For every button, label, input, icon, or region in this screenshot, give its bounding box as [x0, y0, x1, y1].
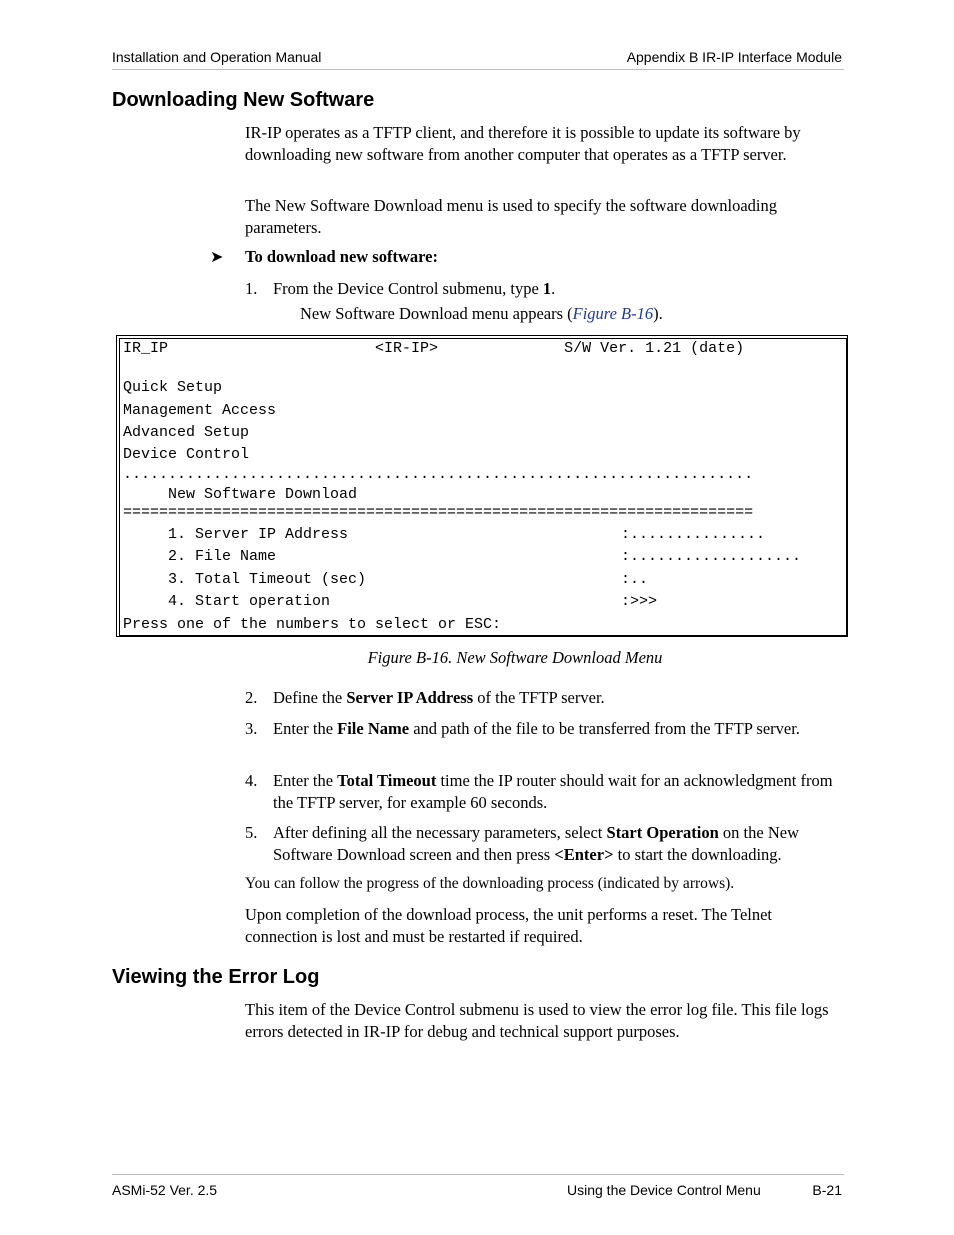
terminal-menu-device-control: Device Control	[123, 446, 250, 463]
terminal-value-file-name: :...................	[621, 548, 802, 565]
completion-paragraph: Upon completion of the download process, the unit performs a reset. The Telnet connection is lost and must be restarted if required.	[245, 905, 773, 946]
terminal-menu-quick-setup: Quick Setup	[123, 379, 223, 396]
progress-paragraph: You can follow the progress of the downloading process (indicated by arrows).	[245, 875, 735, 892]
terminal-header-line: IR_IP <IR-IP> S/W Ver. 1.21 (date)	[123, 340, 745, 357]
footer-left: ASMi-52 Ver. 2.5	[112, 1182, 218, 1198]
step-5-number: 5.	[245, 823, 258, 842]
terminal-menu-management-access: Management Access	[123, 402, 277, 419]
terminal-item-server-ip: 1. Server IP Address	[123, 526, 349, 543]
terminal-submenu-title: New Software Download	[123, 486, 358, 503]
intro-paragraph	[245, 122, 845, 165]
terminal-prompt: Press one of the numbers to select or ESC:	[123, 616, 502, 633]
menu-purpose-paragraph	[245, 195, 845, 238]
section-heading-downloading: Downloading New Software	[112, 89, 375, 111]
section-heading-error-log: Viewing the Error Log	[112, 966, 320, 988]
para-tftp-client: IR-IP operates as a TFTP client, and therefore it is possible to update its software by downloading new software from another computer that operates as a TFTP server.	[245, 123, 801, 164]
step-3-number: 3.	[245, 719, 258, 738]
terminal-item-start-operation: 4. Start operation	[123, 593, 331, 610]
step-5-text: After defining all the necessary parameters, select Start Operation on the New Software Download screen and then press <Enter> to start the downloading.	[273, 823, 799, 864]
running-header-right: Appendix B IR-IP Interface Module	[626, 49, 842, 65]
figure-caption: Figure B-16. New Software Download Menu	[367, 648, 663, 667]
error-log-paragraph: This item of the Device Control submenu is used to view the error log file. This file logs errors detected in IR-IP for debug and technical support purposes.	[245, 1000, 829, 1041]
running-header-left: Installation and Operation Manual	[112, 49, 322, 65]
footer-rule	[112, 1174, 844, 1175]
step-2-number: 2.	[245, 688, 258, 707]
terminal-item-total-timeout: 3. Total Timeout (sec)	[123, 571, 367, 588]
terminal-equals-separator: ======================================================================	[123, 504, 754, 521]
step-4-text: Enter the Total Timeout time the IP router should wait for an acknowledgment from the TFTP server, for example 60 seconds.	[273, 771, 833, 812]
para-menu-purpose: The New Software Download menu is used to specify the software downloading parameters.	[245, 196, 777, 237]
procedure-title: To download new software:	[245, 247, 438, 266]
footer-page-number: B-21	[812, 1182, 842, 1198]
terminal-value-server-ip: :...............	[621, 526, 766, 543]
procedure-arrow-icon: ➤	[210, 249, 224, 266]
terminal-dots-separator: ......................................................................	[123, 466, 754, 483]
figure-b16-link[interactable]: Figure B-16	[572, 304, 654, 323]
step-2-text: Define the Server IP Address of the TFTP server.	[273, 688, 605, 707]
step-1-note: New Software Download menu appears (Figure B-16).	[300, 304, 663, 323]
step-4-number: 4.	[245, 771, 258, 790]
terminal-value-total-timeout: :..	[621, 571, 649, 588]
terminal-item-file-name: 2. File Name	[123, 548, 277, 565]
footer-center: Using the Device Control Menu	[567, 1182, 761, 1198]
step-3-text: Enter the File Name and path of the file to be transferred from the TFTP server.	[273, 719, 800, 738]
step-1-text: From the Device Control submenu, type 1.	[273, 279, 556, 298]
step-1-number: 1.	[245, 279, 258, 298]
terminal-menu-advanced-setup: Advanced Setup	[123, 424, 250, 441]
terminal-value-start-operation: :>>>	[621, 593, 658, 610]
header-rule	[112, 69, 844, 70]
